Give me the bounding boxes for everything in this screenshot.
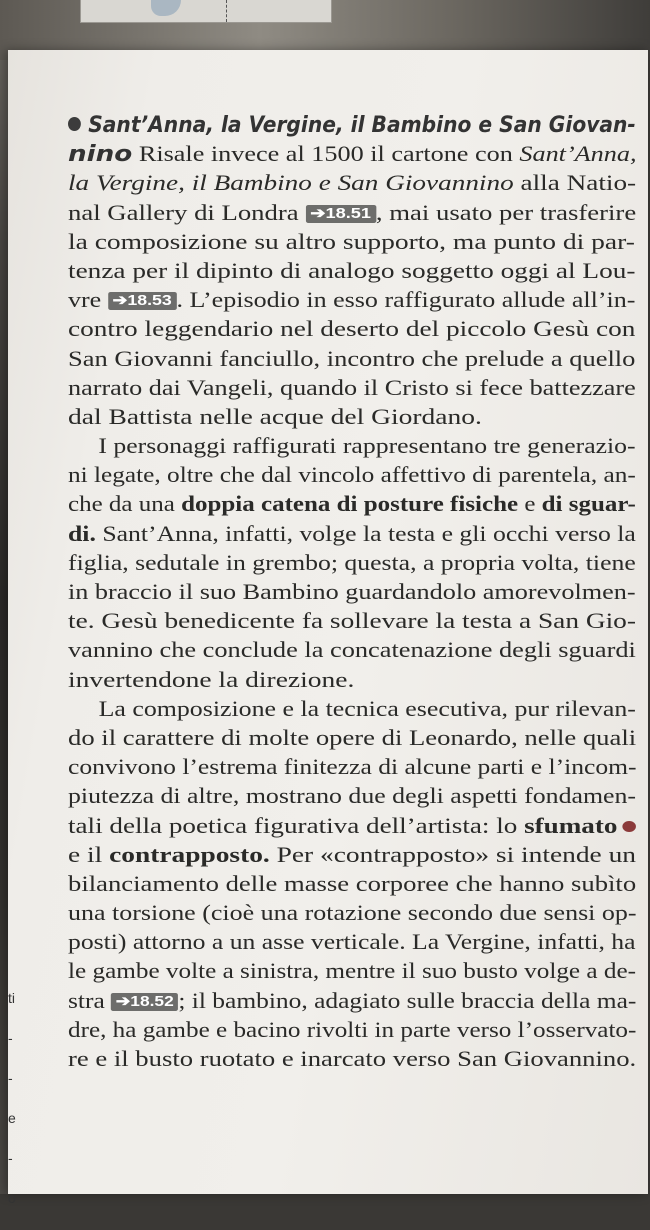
text-segment: e: [518, 491, 542, 517]
text-line: [68, 1044, 650, 1073]
book-page: [8, 50, 648, 1206]
side-fragment: -: [8, 1150, 13, 1166]
text-line: [68, 577, 650, 606]
text-line: [68, 168, 650, 197]
text-segment: convivono l’estrema finitezza di alcune parti e l’incom-: [68, 754, 637, 780]
italic-title: la Vergine, il Bambino e San Giovannino: [68, 170, 514, 196]
text-segment: stra: [68, 987, 112, 1013]
section-heading: Sant’Anna, la Vergine, il Bambino e San Giovan-: [88, 113, 636, 138]
text-segment: contro leggendario nel deserto del piccolo Gesù con: [68, 316, 636, 342]
text-line: [68, 344, 650, 373]
side-fragment: ti: [8, 990, 15, 1006]
bullet-dot-icon: [68, 117, 81, 131]
text-segment: la composizione su altro supporto, ma punto di par-: [68, 228, 635, 254]
text-segment: vre: [68, 287, 108, 313]
text-line: [68, 314, 650, 343]
text-segment: figlia, sedutale in grembo; questa, a propria volta, tiene: [68, 549, 636, 575]
text-line: [68, 898, 650, 927]
bold-term: di.: [68, 520, 96, 546]
text-segment: I personaggi raffigurati rappresentano tre generazio-: [98, 433, 636, 459]
text-segment: invertendone la direzione.: [68, 666, 355, 692]
text-segment: nal Gallery di Londra: [68, 199, 306, 225]
side-fragment: -: [8, 1030, 13, 1046]
text-line: [68, 781, 650, 810]
text-line: [68, 986, 650, 1015]
adjacent-page-fragments: [8, 990, 24, 1230]
text-segment: le gambe volte a sinistra, mentre il suo busto volge a de-: [68, 958, 637, 984]
map-shape-icon: [151, 0, 181, 16]
text-line: [68, 723, 650, 752]
text-line: [68, 665, 650, 694]
bold-term: doppia catena di posture fisiche: [181, 491, 519, 517]
dashed-divider: [226, 0, 228, 22]
top-illustration: [80, 0, 332, 23]
text-segment: te. Gesù benedicente fa sollevare la testa a San Gio-: [68, 608, 636, 634]
glossary-dot-icon: [622, 821, 636, 832]
text-segment: una torsione (cioè una rotazione secondo due sensi op-: [68, 900, 637, 926]
text-segment: dre, ha gambe e bacino rivolti in parte verso l’osservato-: [68, 1016, 637, 1042]
text-line: [68, 840, 650, 869]
text-line: [68, 927, 650, 956]
text-line: [68, 373, 650, 402]
text-line: [68, 431, 650, 460]
text-segment: Sant’Anna, infatti, volge la testa e gli occhi verso la: [95, 520, 636, 546]
text-segment: che da una: [68, 491, 182, 517]
text-line: [68, 956, 650, 985]
text-line: [68, 460, 650, 489]
bold-term: sfumato: [524, 812, 618, 838]
text-segment: re e il busto ruotato e inarcato verso San Giovannino.: [68, 1046, 637, 1071]
text-line: [68, 811, 650, 840]
figure-reference-badge[interactable]: ➔18.53: [108, 292, 177, 310]
text-line: [68, 869, 650, 898]
text-segment: Risale invece al 1500 il cartone con: [132, 141, 520, 167]
text-segment: bilanciamento delle masse corporee che hanno subìto: [68, 870, 637, 896]
text-line: [68, 752, 650, 781]
text-line: [68, 519, 650, 548]
text-segment: tenza per il dipinto di analogo soggetto oggi al Lou-: [68, 257, 636, 283]
side-fragment: e: [8, 1110, 16, 1126]
side-fragment: -: [8, 1070, 13, 1086]
text-segment: Per «contrapposto» si intende un: [269, 841, 637, 867]
text-segment: La composizione e la tecnica esecutiva, pur rilevan-: [98, 695, 636, 721]
text-segment: piutezza di altre, mostrano due degli aspetti fondamen-: [68, 783, 637, 809]
text-line: [68, 635, 650, 664]
text-line: [68, 489, 650, 518]
text-line: [68, 402, 650, 431]
text-line: [68, 227, 650, 256]
text-segment: narrato dai Vangeli, quando il Cristo si fece battezzare: [68, 374, 636, 400]
text-column: [68, 110, 636, 1073]
text-segment: San Giovanni fanciullo, incontro che prelude a quello: [68, 345, 636, 371]
text-segment: in braccio il suo Bambino guardandolo amorevolmen-: [68, 579, 636, 604]
text-segment: ni legate, oltre che dal vincolo affettivo di parentela, an-: [68, 462, 636, 488]
text-line: [68, 694, 650, 723]
text-segment: e il: [68, 841, 110, 867]
text-line: [68, 256, 650, 285]
text-line: [68, 198, 650, 227]
text-segment: do il carattere di molte opere di Leonardo, nelle quali: [68, 724, 637, 750]
text-segment: nino: [68, 142, 133, 168]
section-heading-line: [68, 110, 636, 139]
text-segment: , mai usato per trasferire: [375, 199, 637, 225]
text-segment: posti) attorno a un asse verticale. La Vergine, infatti, ha: [68, 929, 636, 955]
text-line: [68, 285, 650, 314]
figure-reference-badge[interactable]: ➔18.51: [305, 205, 376, 223]
text-line: [68, 139, 650, 168]
text-segment: tali della poetica figurativa dell’artista: lo: [68, 812, 525, 838]
side-fragment: o: [8, 1190, 16, 1206]
bold-term: di sguar-: [541, 491, 636, 517]
text-segment: ; il bambino, adagiato sulle braccia della ma-: [178, 987, 637, 1013]
text-segment: . L’episodio in esso raffigurato allude all’in-: [176, 287, 636, 313]
figure-reference-badge[interactable]: ➔18.52: [111, 993, 178, 1011]
text-segment: dal Battista nelle acque del Giordano.: [68, 403, 482, 429]
italic-title: Sant’Anna,: [519, 141, 637, 167]
text-line: [68, 606, 650, 635]
text-line: [68, 548, 650, 577]
bold-term: contrapposto.: [109, 841, 270, 867]
text-segment: alla Natio-: [513, 170, 637, 196]
text-segment: vannino che conclude la concatenazione degli sguardi: [68, 637, 636, 663]
text-line: [68, 1015, 650, 1044]
